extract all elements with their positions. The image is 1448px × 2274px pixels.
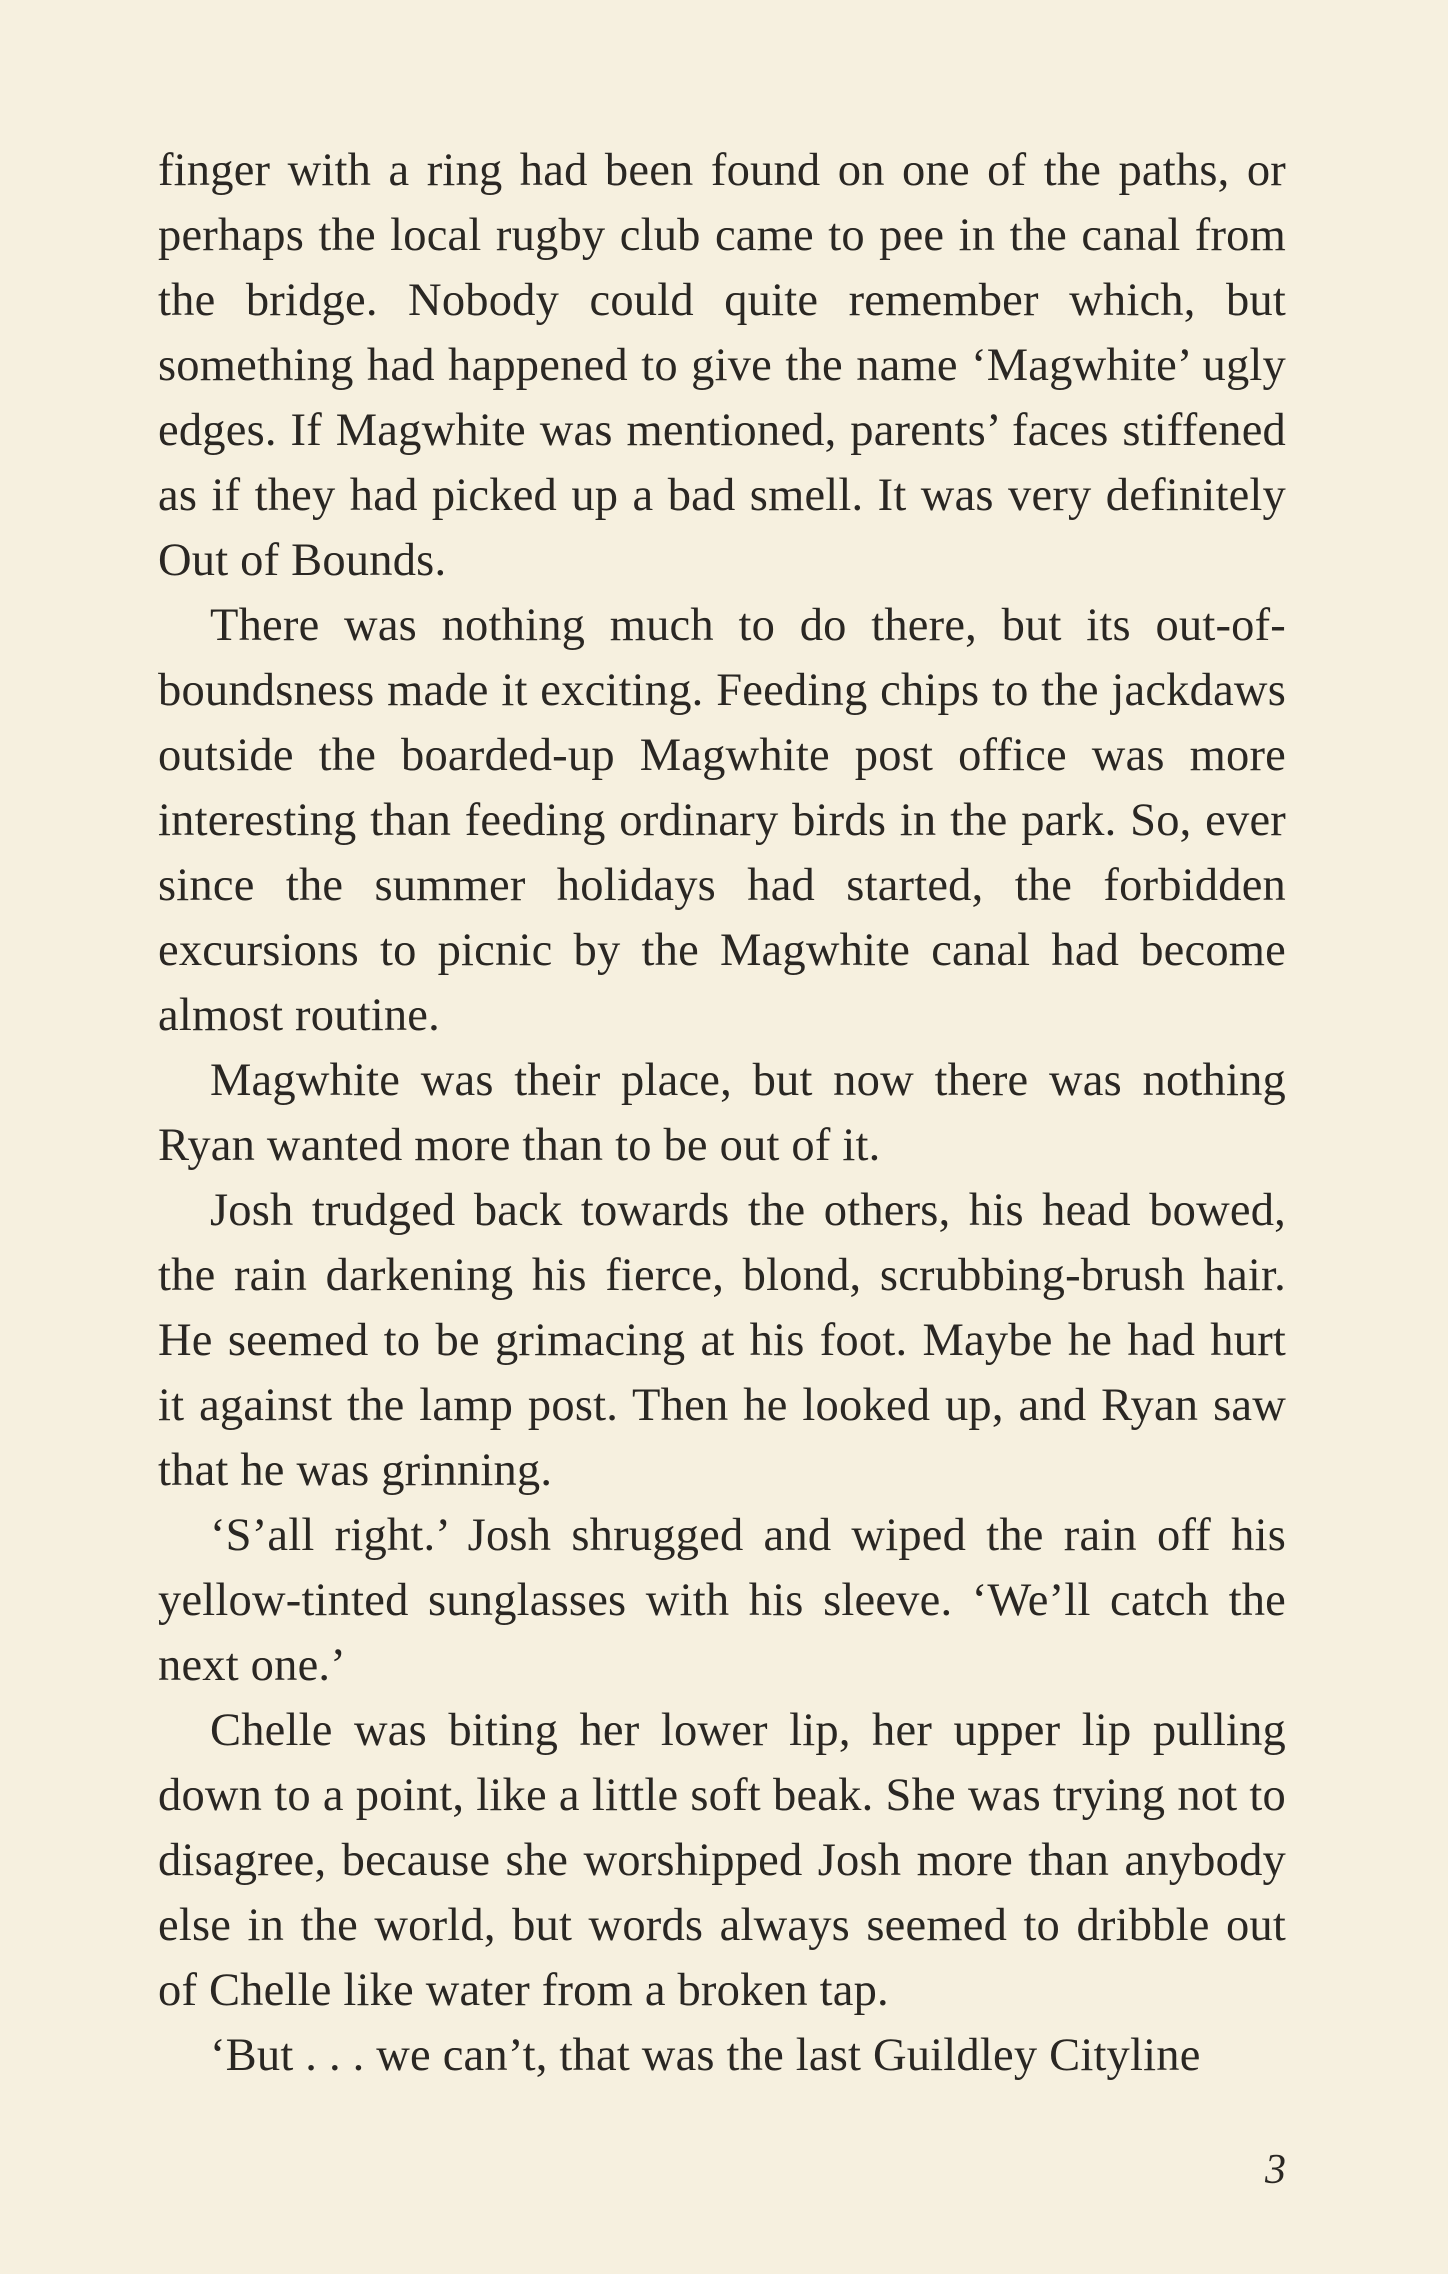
- paragraph-6: Chelle was biting her lower lip, her upper lip pulling down to a point, like a little soft beak. She was trying not to disagree, because she worshipped Josh more than anybody else in the world, but words always seemed to dribble out of Chelle like water from a broken tap.: [158, 1705, 1286, 2016]
- paragraph-2: There was nothing much to do there, but its out-of-boundsness made it exciting. Feeding chips to the jackdaws outside the boarded-up Magwhite post office was more interesting than feeding ordinary birds in the park. So, ever since the summer holidays had started, the forbidden excursions to picnic by the Magwhite canal had become almost routine.: [158, 600, 1286, 1041]
- page-number: 3: [1265, 2147, 1286, 2193]
- paragraph-7: ‘But . . . we can’t, that was the last Guildley Cityline: [210, 2030, 1201, 2081]
- paragraph-1: finger with a ring had been found on one of the paths, or perhaps the local rugby club came to pee in the canal from the bridge. Nobody could quite remember which, but something had happened to give the name ‘Magwhite’ ugly edges. If Magwhite was mentioned, parents’ faces stiffened as if they had picked up a bad smell. It was very definitely Out of Bounds.: [158, 145, 1286, 586]
- paragraph-5: ‘S’all right.’ Josh shrugged and wiped the rain off his yellow-tinted sunglasses with his sleeve. ‘We’ll catch the next one.’: [158, 1510, 1286, 1691]
- paragraph-4: Josh trudged back towards the others, his head bowed, the rain darkening his fierce, blond, scrubbing-brush hair. He seemed to be grimacing at his foot. Maybe he had hurt it against the lamp post. Then he looked up, and Ryan saw that he was grinning.: [158, 1185, 1286, 1496]
- paragraph-3: Magwhite was their place, but now there was nothing Ryan wanted more than to be out of it.: [158, 1055, 1286, 1171]
- body-text: [158, 138, 1286, 2088]
